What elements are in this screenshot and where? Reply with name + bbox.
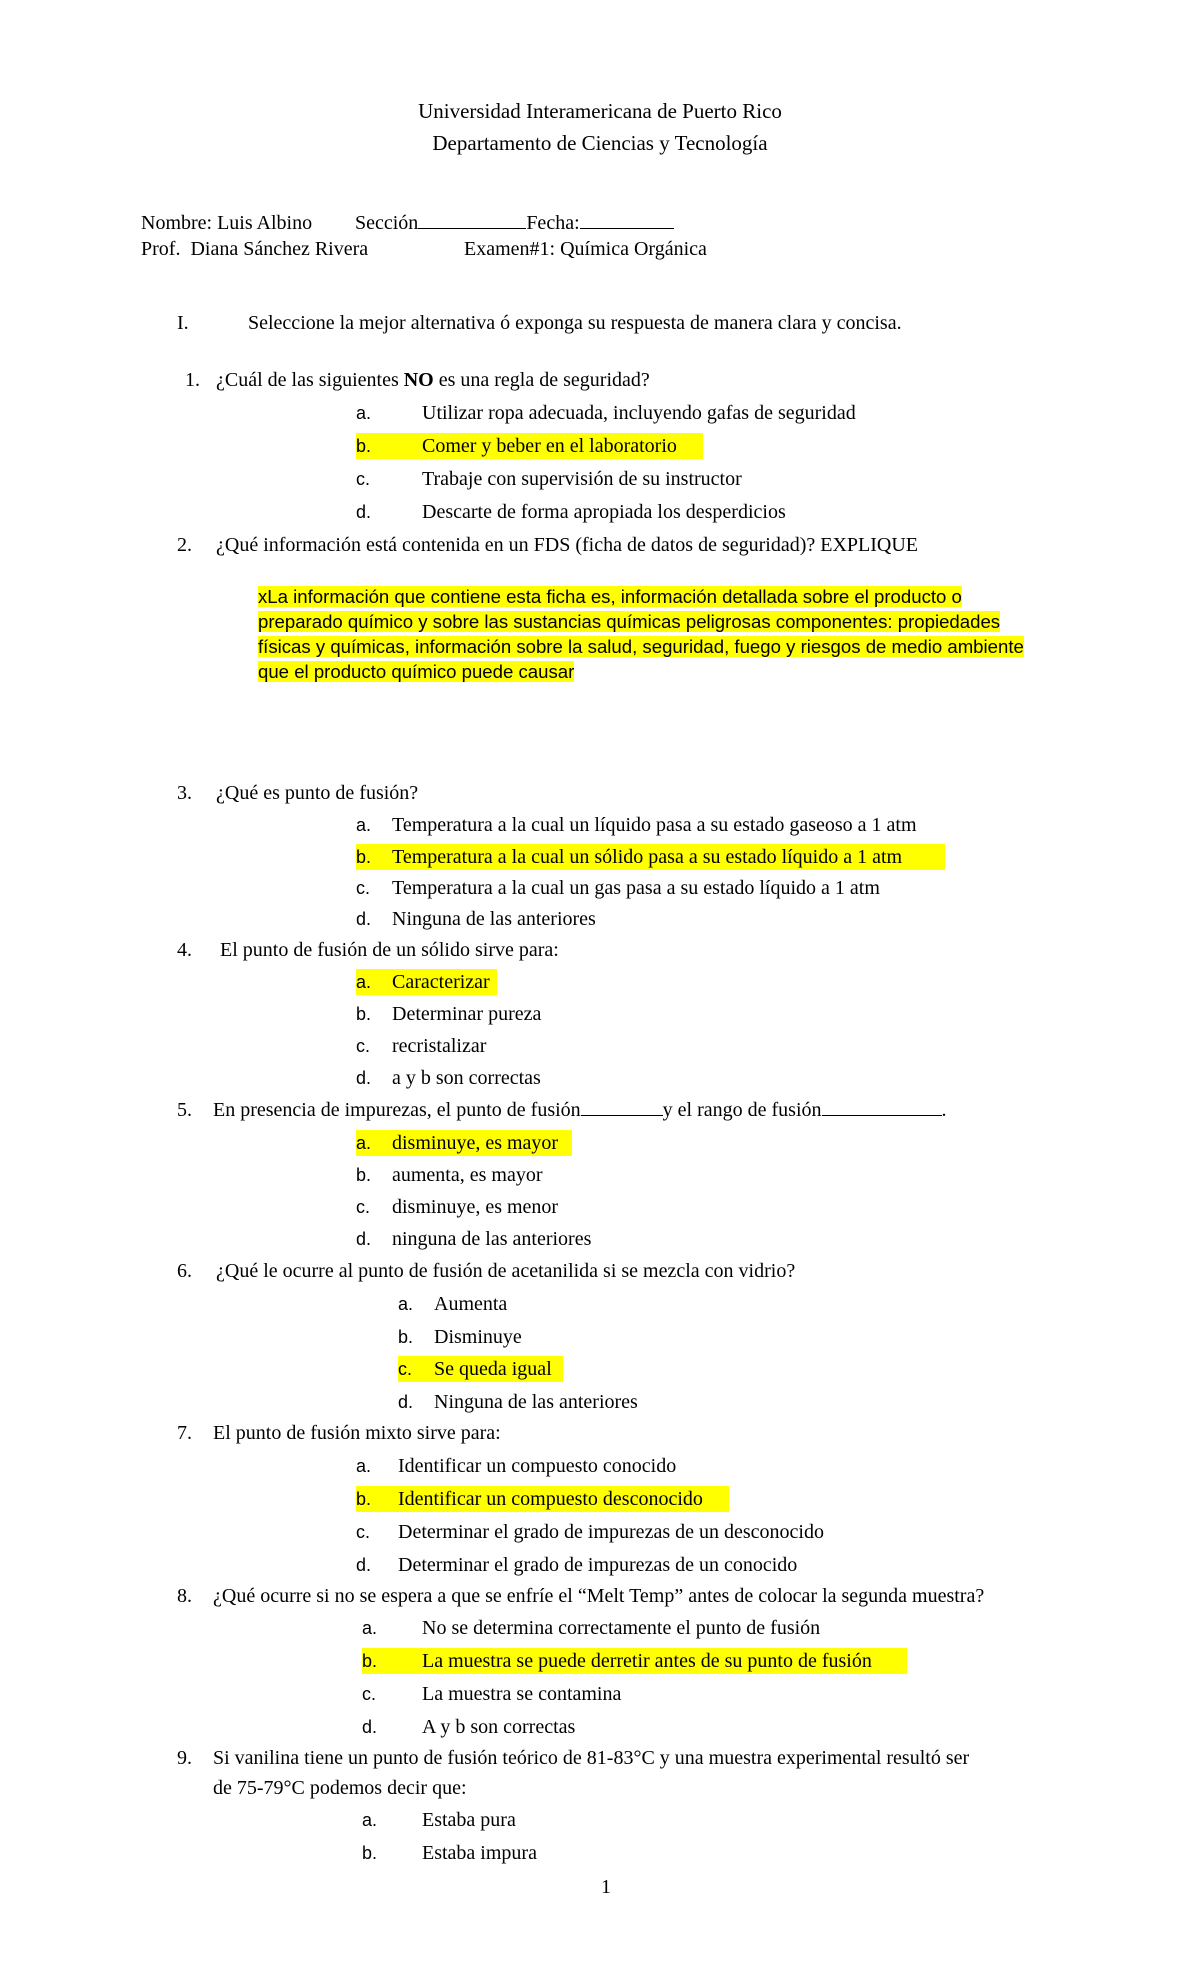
prof-label: Prof. [141,238,181,260]
option-letter: b. [356,1004,372,1024]
question-number: 2. [177,534,192,556]
question-5-text [213,1097,947,1123]
option-letter: c. [356,1036,371,1056]
option-letter: b. [356,847,372,867]
question-number: 8. [177,1585,192,1607]
option-letter: d. [362,1717,378,1737]
prof-name: Diana Sánchez Rivera [190,238,369,260]
question-2-answer [258,584,1068,684]
option-text: recristalizar [392,1035,487,1057]
question-number: 7. [177,1422,192,1444]
option-letter: d. [356,909,372,929]
department-title: Departamento de Ciencias y Tecnología [432,131,768,155]
option-text: Temperatura a la cual un gas pasa a su estado líquido a 1 atm [392,877,880,899]
option-text-selected: Temperatura a la cual un sólido pasa a su estado líquido a 1 atm [392,846,903,868]
option-text: Aumenta [434,1293,508,1315]
option-text: Ninguna de las anteriores [392,908,596,930]
option-letter: a. [356,972,372,992]
answer-line: xLa información que contiene esta ficha es, información detallada sobre el producto o [258,586,962,607]
option-letter: c. [356,1522,371,1542]
question-1-text-bold: NO [403,369,434,391]
option-letter: a. [362,1810,378,1830]
option-text: Temperatura a la cual un líquido pasa a su estado gaseoso a 1 atm [392,814,917,836]
professor-line [141,236,368,262]
question-7-text: El punto de fusión mixto sirve para: [213,1422,501,1444]
student-info-line [141,210,312,236]
question-5-text-pre: En presencia de impurezas, el punto de fusión [213,1099,581,1121]
option-letter: c. [362,1684,377,1704]
question-5-text-end: . [941,1099,947,1121]
name-value: Luis Albino [217,212,313,234]
option-text: Trabaje con supervisión de su instructor [422,468,742,490]
date-label: Fecha: [526,212,580,234]
option-letter: c. [356,878,371,898]
page-number: 1 [601,1876,611,1898]
option-text: Estaba impura [422,1842,537,1864]
option-letter: c. [398,1359,413,1379]
option-text-selected: Caracterizar [392,971,490,993]
option-text-selected: disminuye, es mayor [392,1132,559,1154]
question-1-text-post: es una regla de seguridad? [433,369,650,391]
option-text-selected: Se queda igual [434,1358,552,1380]
option-text: Descarte de forma apropiada los desperdicios [422,501,786,523]
section-field [355,210,674,236]
section-instructions: Seleccione la mejor alternativa ó exponga su respuesta de manera clara y concisa. [248,312,902,334]
question-1-text-pre: ¿Cuál de las siguientes [216,369,404,391]
question-6-text: ¿Qué le ocurre al punto de fusión de acetanilida si se mezcla con vidrio? [216,1260,796,1282]
question-1-text [216,367,650,393]
option-letter: b. [362,1843,378,1863]
option-letter: d. [356,1068,372,1088]
question-2-text: ¿Qué información está contenida en un FDS (ficha de datos de seguridad)? EXPLIQUE [216,534,919,556]
option-text: A y b son correctas [422,1716,576,1738]
option-letter: a. [356,1456,372,1476]
name-label: Nombre: [141,212,213,234]
option-text: Determinar el grado de impurezas de un desconocido [398,1521,824,1543]
question-8-text: ¿Qué ocurre si no se espera a que se enfríe el “Melt Temp” antes de colocar la segunda muestra? [213,1585,985,1607]
question-4-text: El punto de fusión de un sólido sirve para: [220,939,559,961]
question-number: 1. [185,369,200,391]
question-number: 4. [177,939,192,961]
option-text-selected: Comer y beber en el laboratorio [422,435,677,457]
section-label: Sección [355,212,419,234]
blank-melting-point [581,1097,663,1116]
option-letter: b. [356,436,372,456]
option-letter: a. [398,1294,414,1314]
option-text: a y b son correctas [392,1067,541,1089]
option-letter: a. [362,1618,378,1638]
option-text: Estaba pura [422,1809,516,1831]
option-text: Utilizar ropa adecuada, incluyendo gafas de seguridad [422,402,856,424]
option-text-selected: Identificar un compuesto desconocido [398,1488,703,1510]
option-letter: b. [362,1651,378,1671]
answer-line: físicas y químicas, información sobre la salud, seguridad, fuego y riesgos de medio ambiente [258,636,1024,657]
exam-title: Examen#1: Química Orgánica [464,238,707,260]
option-text: Ninguna de las anteriores [434,1391,638,1413]
question-9-text-line2: de 75-79°C podemos decir que: [213,1777,467,1799]
date-blank [580,210,674,229]
question-number: 6. [177,1260,192,1282]
option-letter: d. [356,1229,372,1249]
option-text: Determinar el grado de impurezas de un conocido [398,1554,798,1576]
answer-line: que el producto químico puede causar [258,661,575,682]
university-title: Universidad Interamericana de Puerto Rico [418,99,782,123]
question-number: 3. [177,782,192,804]
option-letter: b. [398,1327,414,1347]
option-text: Identificar un compuesto conocido [398,1455,677,1477]
option-letter: a. [356,1133,372,1153]
section-blank [418,210,526,229]
option-text: No se determina correctamente el punto de fusión [422,1617,821,1639]
option-letter: c. [356,469,371,489]
option-text: Disminuye [434,1326,522,1348]
question-3-text: ¿Qué es punto de fusión? [216,782,419,804]
option-text-selected: La muestra se puede derretir antes de su punto de fusión [422,1650,872,1672]
option-letter: b. [356,1489,372,1509]
option-letter: b. [356,1165,372,1185]
question-number: 5. [177,1099,192,1121]
answer-line: preparado químico y sobre las sustancias químicas peligrosas componentes: propiedades [258,611,1001,632]
option-letter: c. [356,1197,371,1217]
option-text: ninguna de las anteriores [392,1228,592,1250]
option-letter: d. [398,1392,414,1412]
option-letter: a. [356,815,372,835]
option-text: disminuye, es menor [392,1196,559,1218]
section-numeral: I. [177,312,189,334]
option-text: La muestra se contamina [422,1683,622,1705]
question-5-text-mid: y el rango de fusión [662,1099,822,1121]
option-text: aumenta, es mayor [392,1164,543,1186]
option-letter: d. [356,502,372,522]
question-number: 9. [177,1747,192,1769]
question-9-text-line1: Si vanilina tiene un punto de fusión teórico de 81-83°C y una muestra experimental resultó ser [213,1747,970,1769]
option-letter: a. [356,403,372,423]
blank-melting-range [822,1097,942,1116]
option-letter: d. [356,1555,372,1575]
option-text: Determinar pureza [392,1003,542,1025]
